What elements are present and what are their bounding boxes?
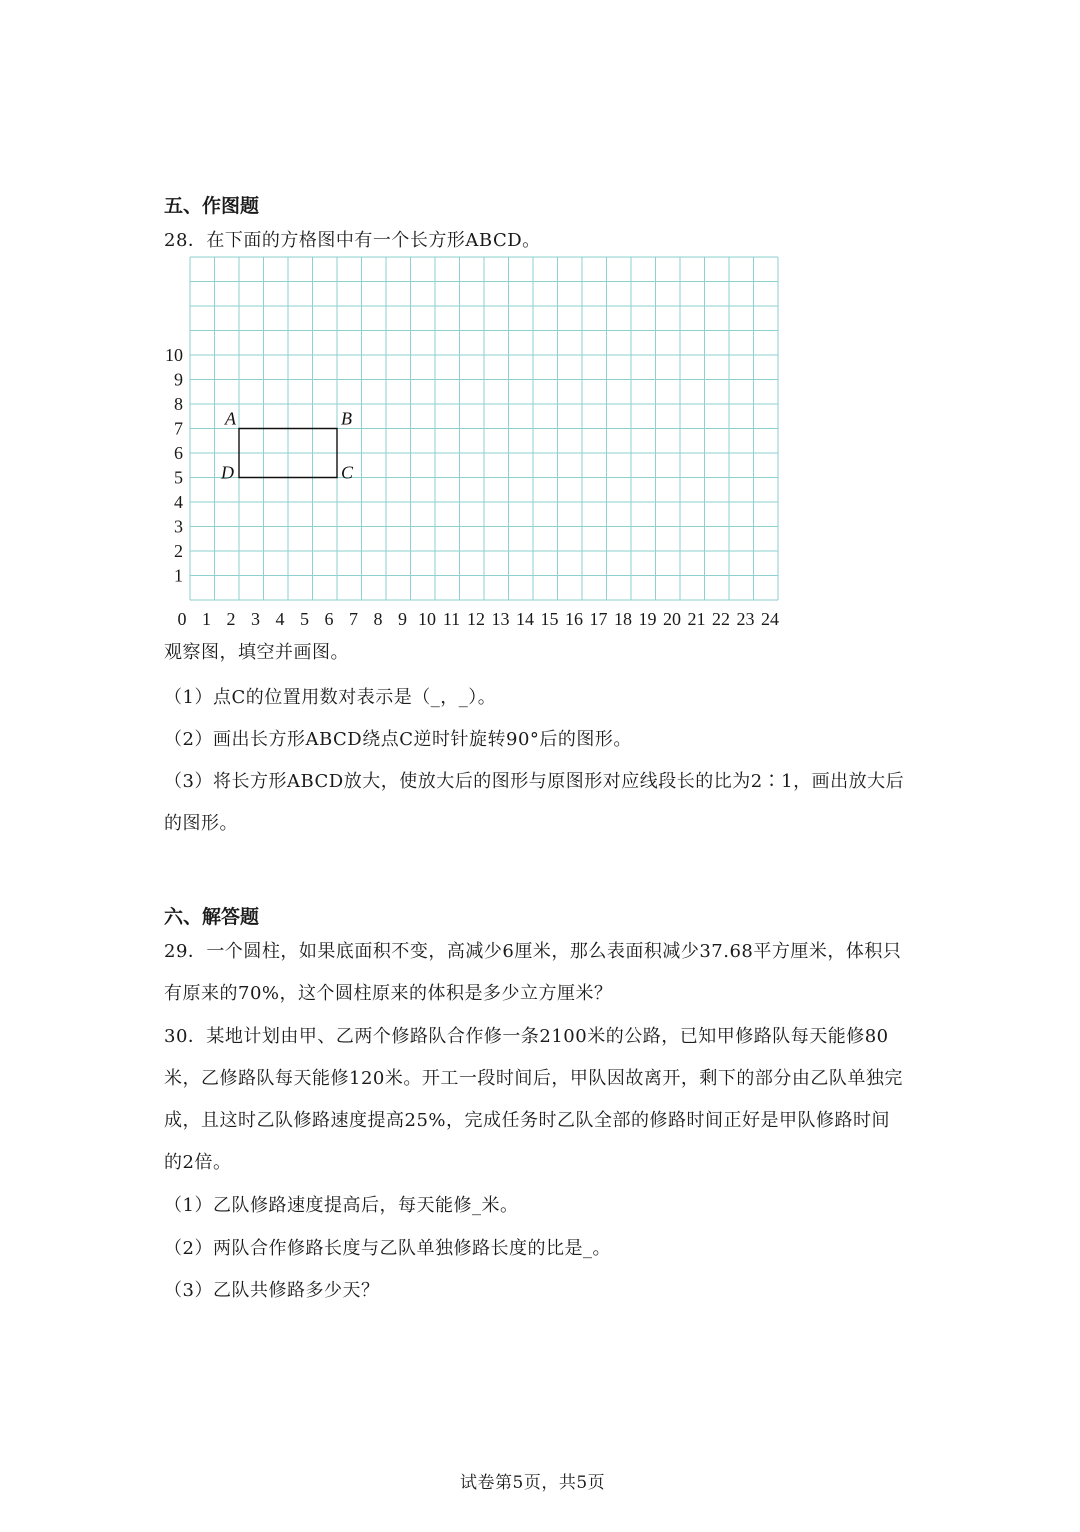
question-28-part-2: （2）画出长方形ABCD绕点C逆时针旋转90°后的图形。 <box>164 729 632 750</box>
vertex-label-a: A <box>225 408 236 429</box>
question-30-line-3: 成，且这时乙队修路速度提高25%，完成任务时乙队全部的修路时间正好是甲队修路时间 <box>164 1110 891 1131</box>
question-28-part-1: （1）点C的位置用数对表示是（_，_）。 <box>164 687 497 708</box>
x-tick-label: 17 <box>589 609 608 629</box>
question-28-part-3-line-2: 的图形。 <box>164 813 238 834</box>
x-tick-label: 23 <box>736 609 755 629</box>
question-30-part-2: （2）两队合作修路长度与乙队单独修路长度的比是_。 <box>164 1238 611 1259</box>
x-tick-label: 3 <box>251 609 260 629</box>
x-tick-label: 0 <box>177 609 187 629</box>
x-tick-label: 11 <box>442 609 461 629</box>
y-tick-label: 8 <box>174 394 183 414</box>
y-tick-label: 1 <box>174 565 183 586</box>
question-28-stem: 28．在下面的方格图中有一个长方形ABCD。 <box>164 230 541 251</box>
x-tick-label: 22 <box>712 609 730 629</box>
y-tick-label: 7 <box>174 418 183 439</box>
x-tick-label: 12 <box>467 609 485 629</box>
x-tick-label: 16 <box>565 609 583 629</box>
question-28-part-3-line-1: （3）将长方形ABCD放大，使放大后的图形与原图形对应线段长的比为2∶1，画出放大后 <box>164 771 905 792</box>
page-footer: 试卷第5页，共5页 <box>460 1473 606 1493</box>
question-30-part-1: （1）乙队修路速度提高后，每天能修_米。 <box>164 1195 519 1216</box>
y-tick-label: 10 <box>165 345 183 365</box>
x-tick-label: 21 <box>687 609 706 629</box>
question-30-part-3: （3）乙队共修路多少天？ <box>164 1280 380 1301</box>
x-tick-label: 19 <box>638 609 657 629</box>
x-tick-label: 2 <box>226 609 236 629</box>
x-tick-label: 15 <box>540 609 559 629</box>
x-tick-label: 9 <box>398 609 407 629</box>
x-tick-label: 13 <box>491 609 510 629</box>
x-tick-label: 10 <box>418 609 436 629</box>
y-tick-label: 3 <box>174 516 183 537</box>
y-tick-label: 6 <box>174 443 183 463</box>
section-title-answers: 六、解答题 <box>164 906 260 928</box>
question-30-line-4: 的2倍。 <box>164 1152 232 1173</box>
question-30-line-2: 米，乙修路队每天能修120米。开工一段时间后，甲队因故离开，剩下的部分由乙队单独完 <box>164 1068 903 1089</box>
x-tick-label: 6 <box>324 609 334 629</box>
x-tick-label: 24 <box>761 609 779 629</box>
y-tick-label: 4 <box>174 492 183 512</box>
x-tick-label: 4 <box>275 609 285 629</box>
y-tick-label: 5 <box>174 467 183 488</box>
section-title-drawing: 五、作图题 <box>164 195 260 217</box>
x-tick-label: 20 <box>663 609 681 629</box>
x-tick-label: 1 <box>202 609 211 629</box>
x-tick-label: 18 <box>614 609 632 629</box>
coordinate-grid <box>160 250 800 635</box>
x-tick-label: 7 <box>349 609 358 629</box>
x-tick-label: 5 <box>300 609 309 629</box>
y-tick-label: 9 <box>174 369 183 390</box>
x-tick-label: 8 <box>373 609 383 629</box>
y-tick-label: 2 <box>174 541 183 561</box>
question-29-line-1: 29．一个圆柱，如果底面积不变，高减少6厘米，那么表面积减少37.68平方厘米，体积只 <box>164 941 902 962</box>
vertex-label-c: C <box>341 462 354 483</box>
question-29-line-2: 有原来的70%，这个圆柱原来的体积是多少立方厘米？ <box>164 983 613 1004</box>
question-30-line-1: 30．某地计划由甲、乙两个修路队合作修一条2100米的公路，已知甲修路队每天能修80 <box>164 1026 889 1047</box>
question-28-instruction: 观察图，填空并画图。 <box>164 642 349 663</box>
x-tick-label: 14 <box>516 609 534 629</box>
vertex-label-b: B <box>341 408 352 429</box>
vertex-label-d: D <box>221 462 234 483</box>
